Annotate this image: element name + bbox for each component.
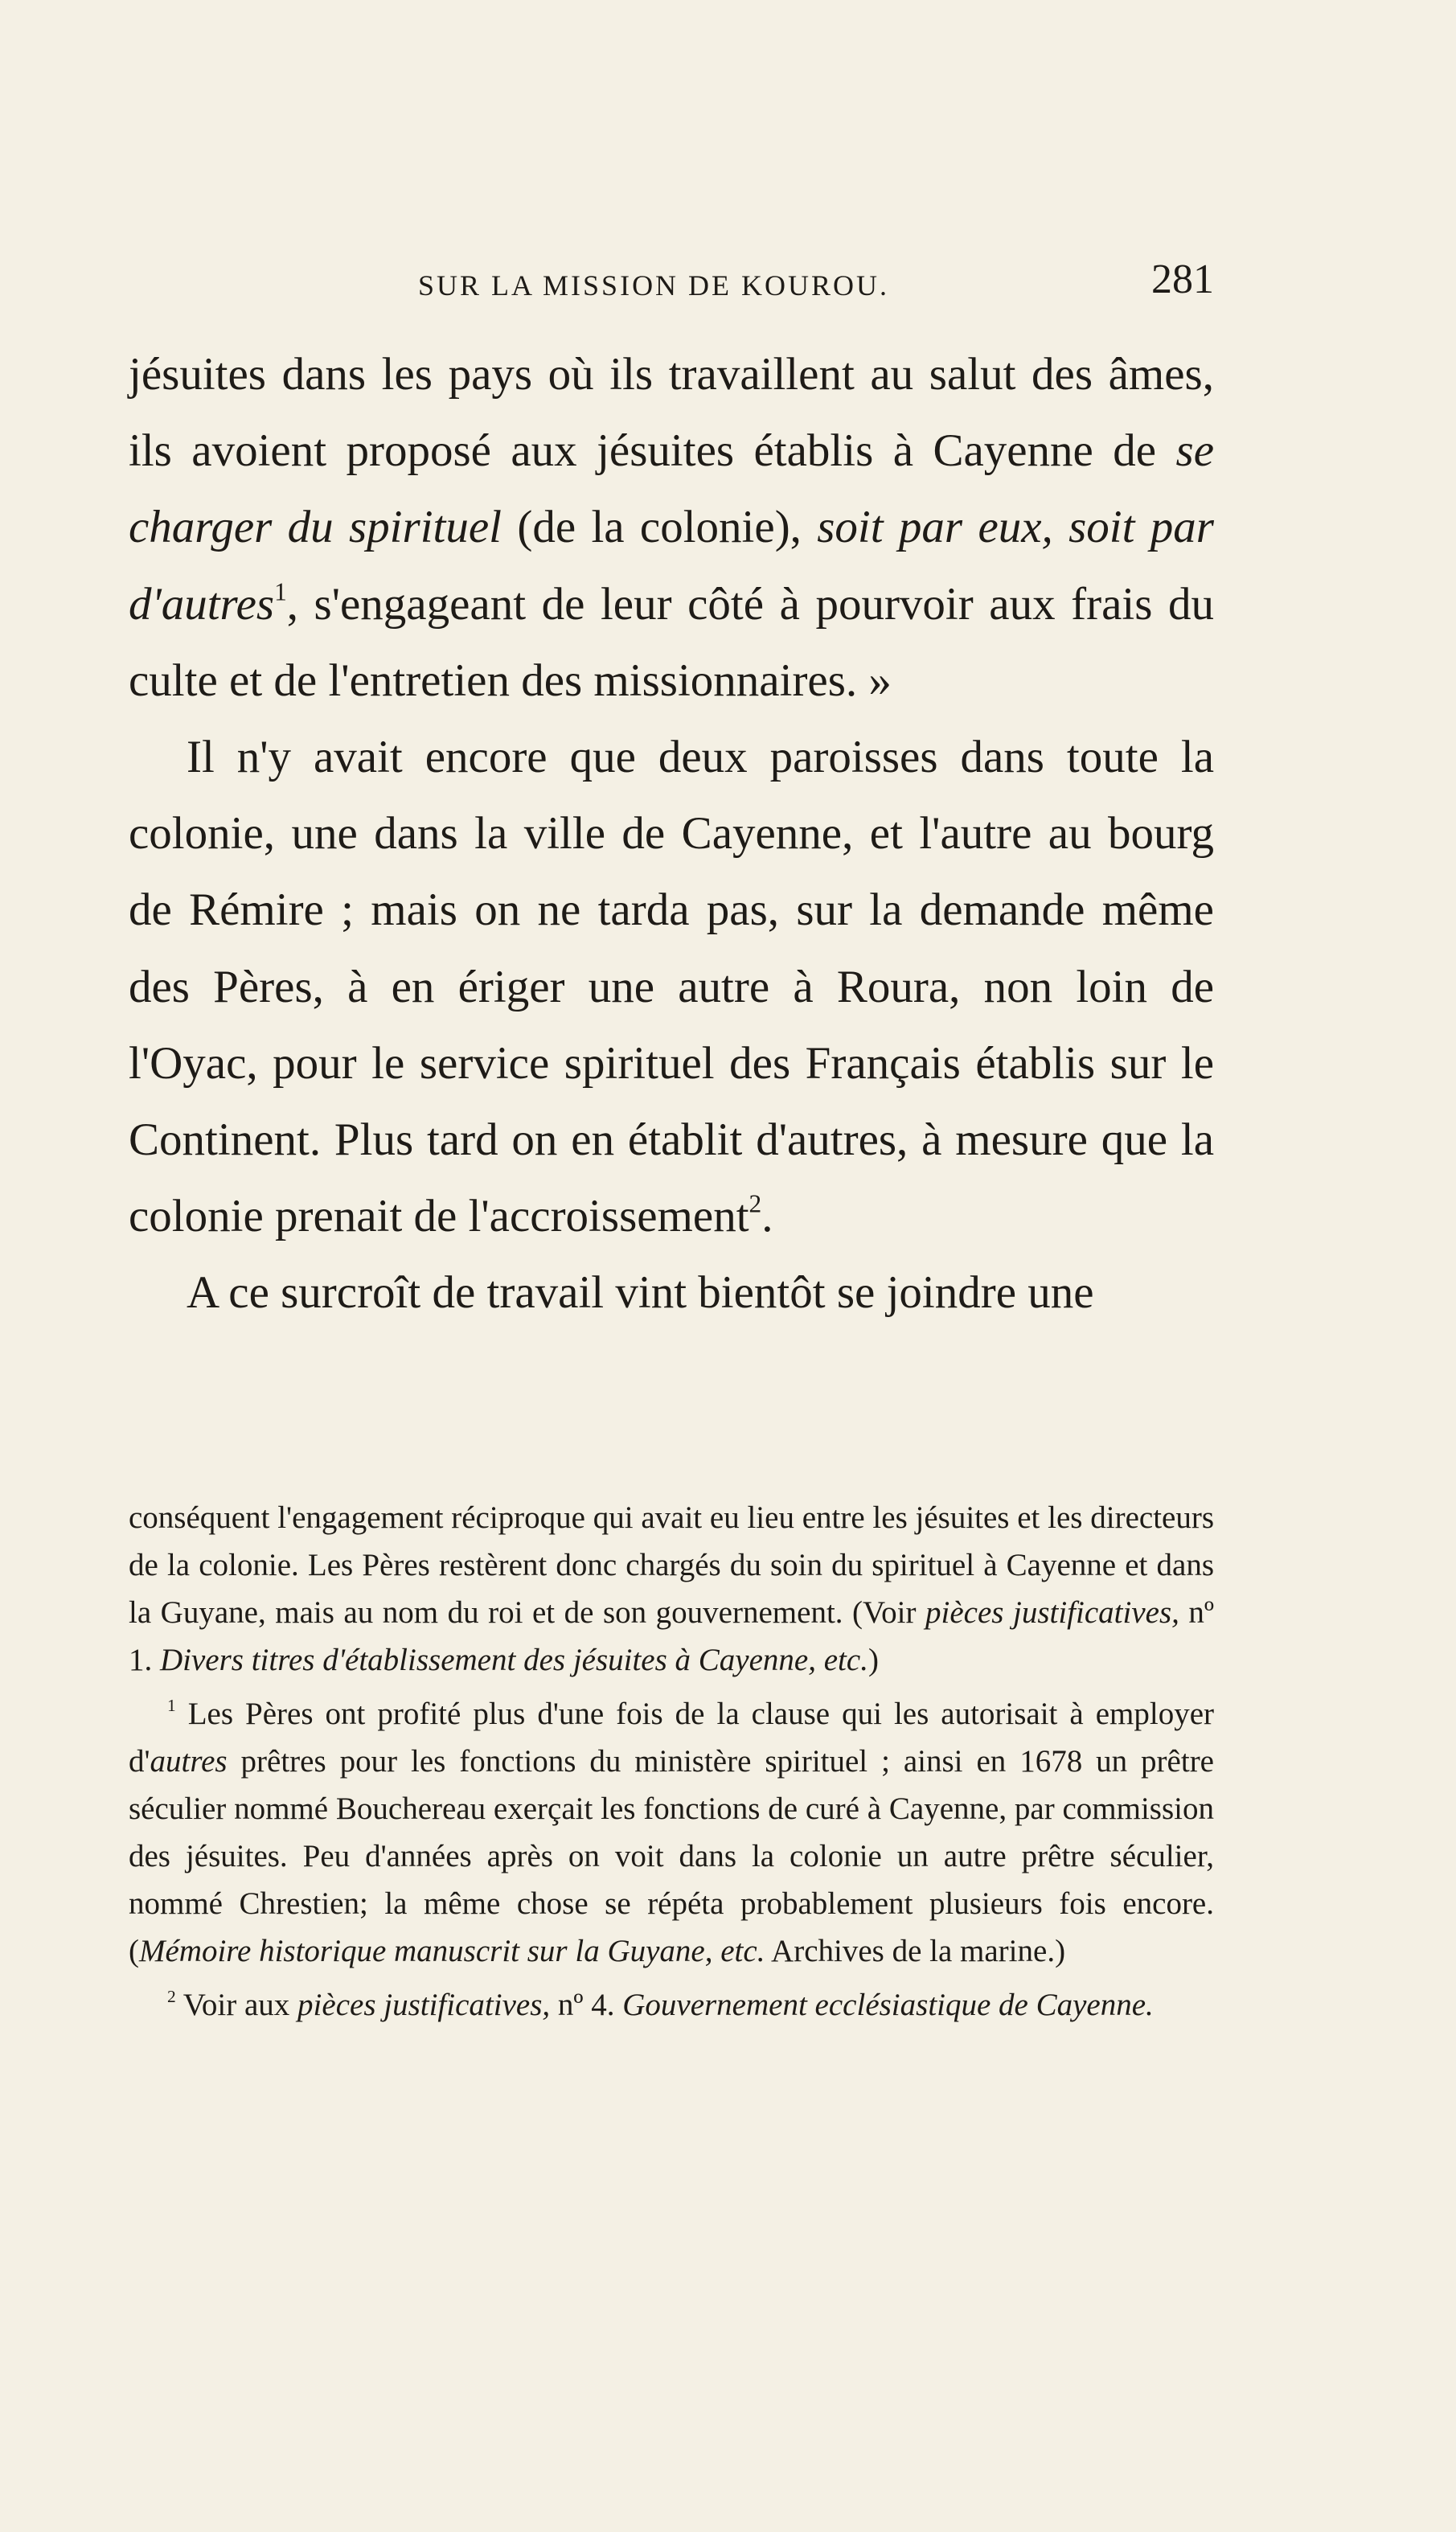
page-header [129, 256, 1214, 320]
footnote-ref: 2 [749, 1189, 762, 1218]
footnote-continuation: conséquent l'engagement réciproque qui avait eu lieu entre les jésuites et les directeurs de la colonie. Les Pères restèrent donc chargés du soin du spirituel à Cayenne et dans la Guyane, mais au nom du roi et de son gouvernement. (Voir pièces justificatives, nº 1. Divers titres d'établissement des jésuites à Cayenne, etc.) [129, 1500, 1215, 1677]
page-number: 281 [1151, 256, 1214, 302]
footnote-2: $^2$ Voir aux pièces justificatives, nº 4. Gouvernement ecclésiastique de Cayenne. [167, 1986, 1154, 2022]
emphasis: se charger du spirituel [129, 425, 1214, 553]
footnote-ref: 1 [274, 577, 287, 606]
running-title: SUR LA MISSION DE KOUROU. [418, 269, 890, 302]
footnote-mark: 2 [167, 1986, 176, 2006]
footnote-1: $^1$ Les Pères ont profité plus d'une fois de la clause qui les autorisait à employer d'autres prêtres pour les fonctions du ministère spirituel ; ainsi en 1678 un prêtre séculier nommé Bouchereau exerçait les fonctions de curé à Cayenne, par commission des jésuites. Peu d'années après on voit dans la colonie un autre prêtre séculier, nommé Chrestien; la même chose se répéta probablement plusieurs fois encore. (Mémoire historique manuscrit sur la Guyane, etc. Archives de la marine.) [129, 1695, 1214, 1968]
footnotes [129, 1494, 1214, 2035]
paragraph-2: Il n'y avait encore que deux paroisses dans toute la colonie, une dans la ville de Cayenne, et l'autre au bourg de Rémire ; mais on ne tarda pas, sur la demande même des Pères, à en ériger une autre à Roura, non loin de l'Oyac, pour le service spirituel des Français établis sur le Continent. Plus tard on en établit d'autres, à mesure que la colonie prenait de l'accroissement$^2$. [129, 732, 1214, 1242]
paragraph-1: jésuites dans les pays où ils travaillent au salut des âmes, ils avoient proposé aux jésuites établis à Cayenne de se charger du spirituel (de la colonie), soit par eux, soit par d'autres$^1$, s'engageant de leur côté à pourvoir aux frais du culte et de l'entretien des missionnaires. » [129, 349, 1214, 706]
paragraph-3: A ce surcroît de travail vint bientôt se joindre une [187, 1267, 1094, 1319]
footnote-mark: 1 [167, 1695, 176, 1715]
main-text [129, 336, 1214, 1332]
emphasis: soit par eux, soit par d'autres [129, 502, 1214, 630]
